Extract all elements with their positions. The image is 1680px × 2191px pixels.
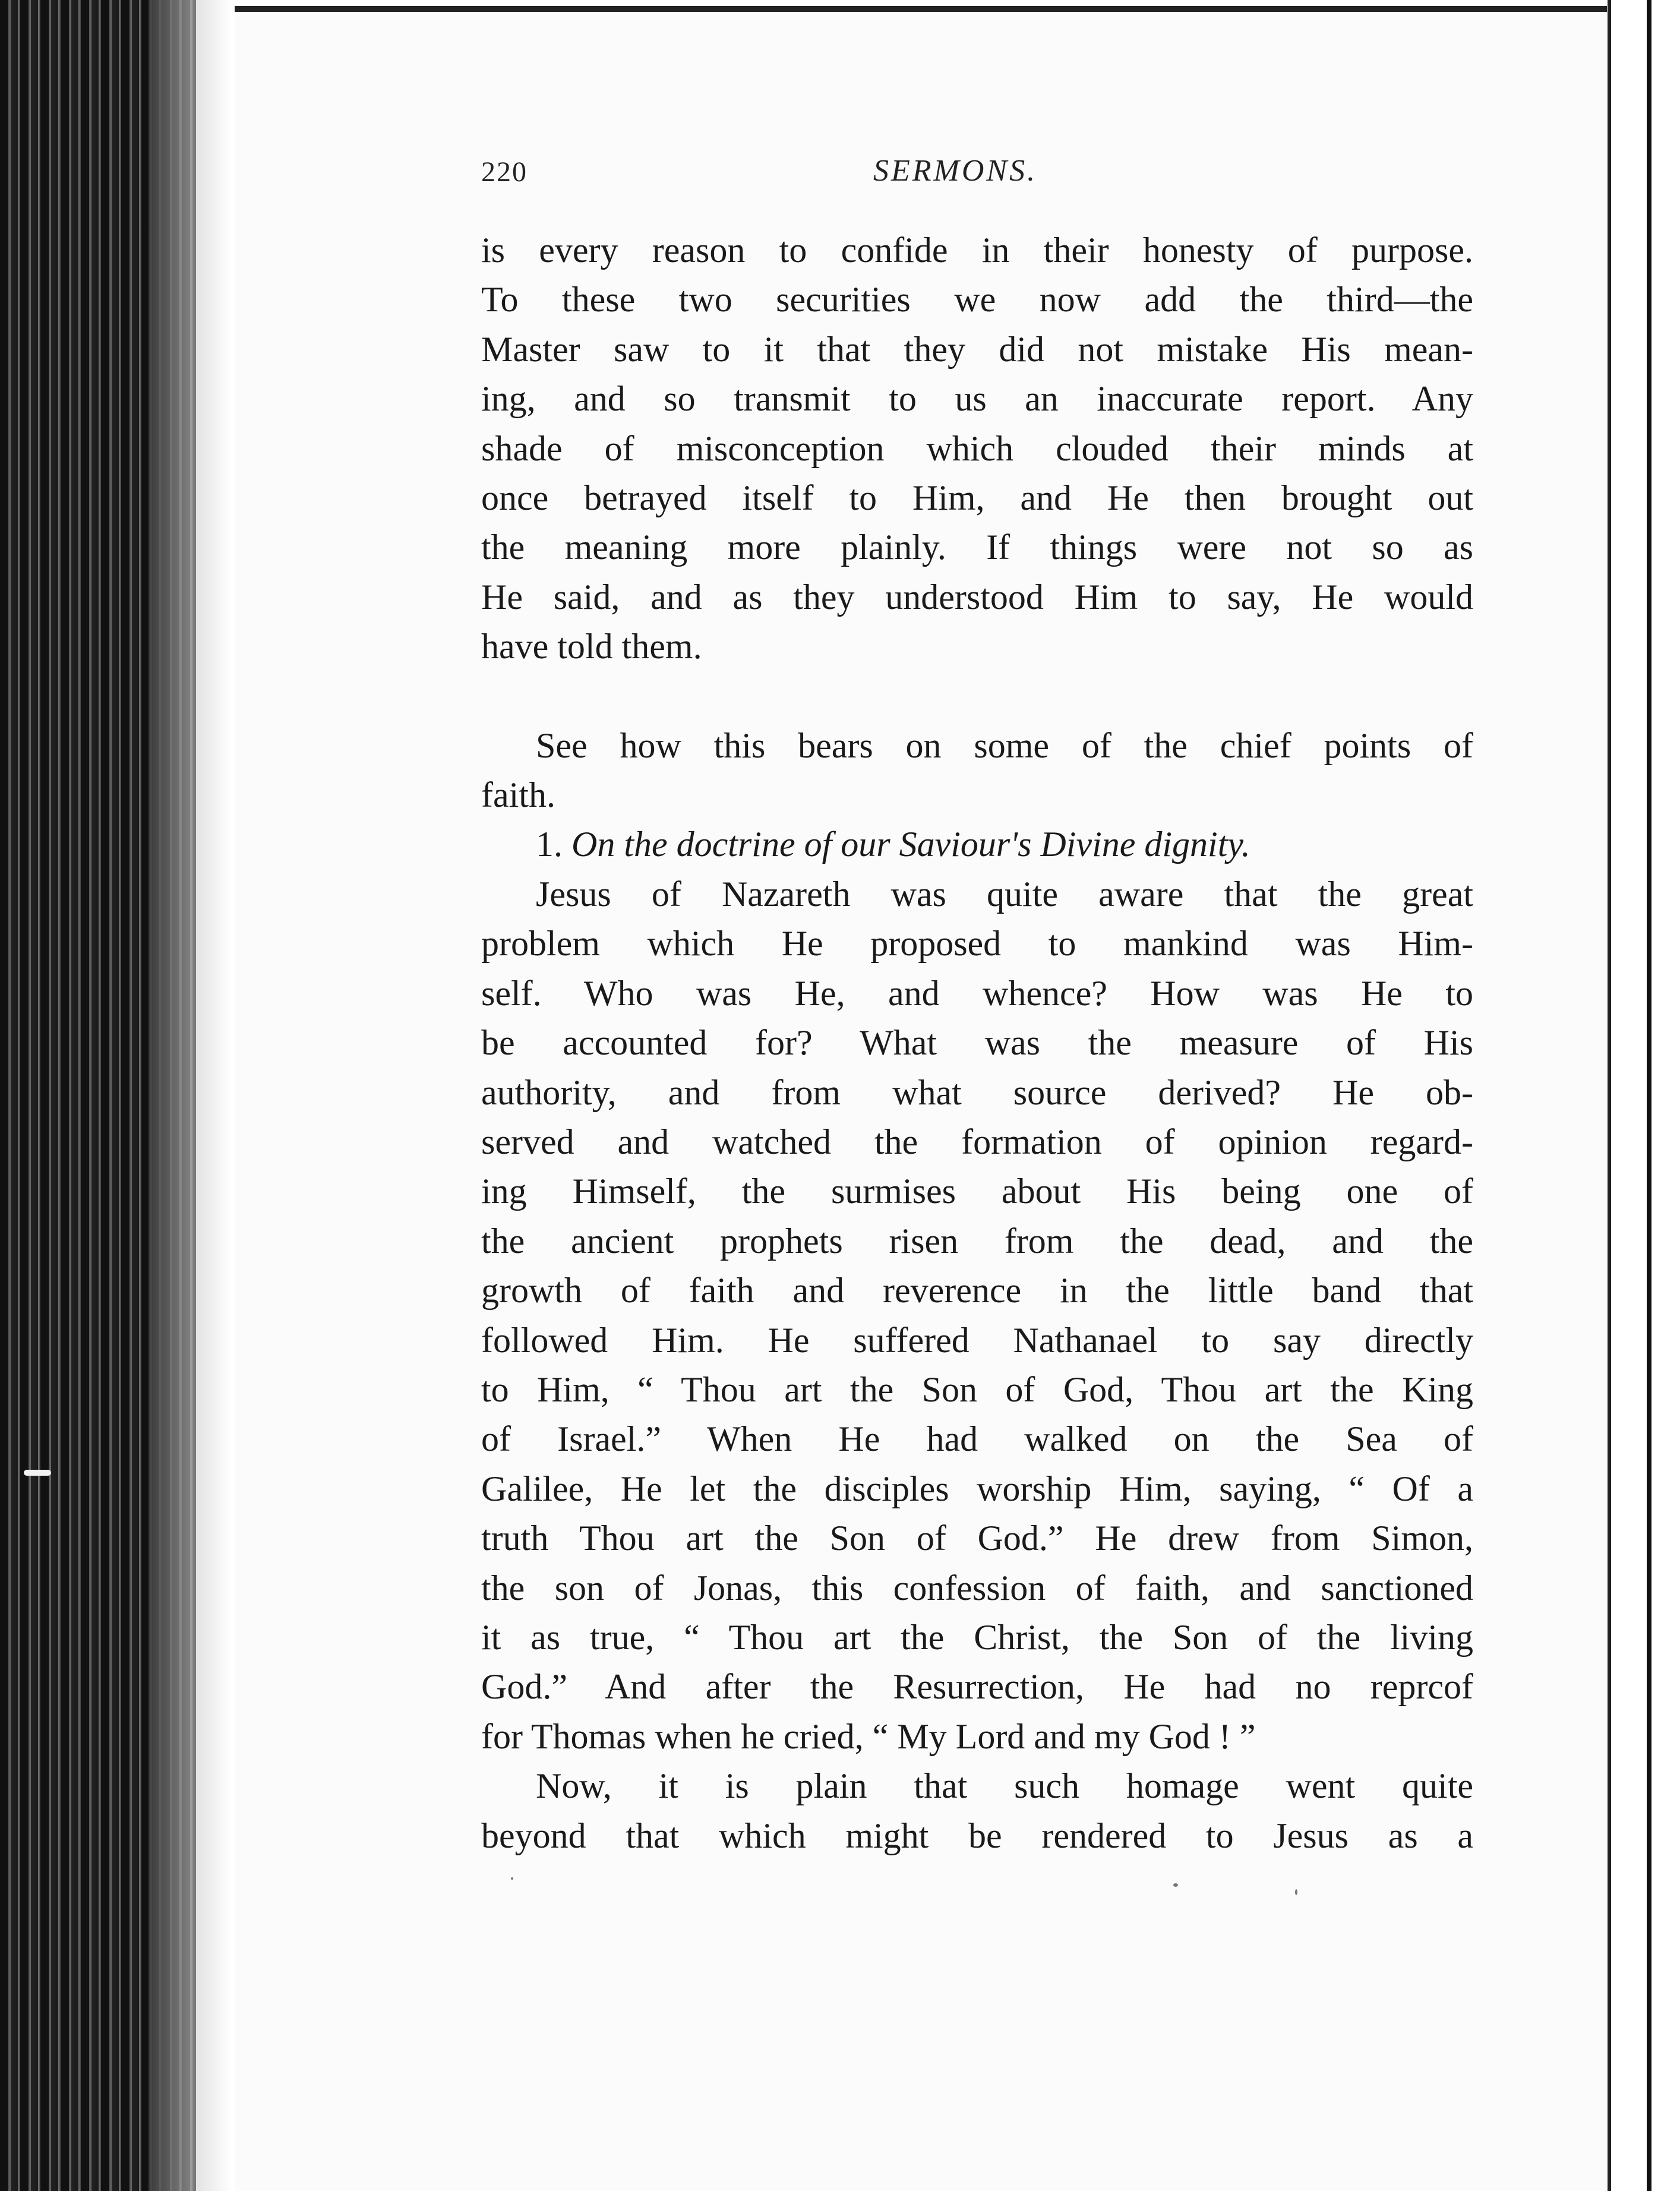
text-line: truth Thou art the Son of God.” He drew from Simon,	[481, 1518, 1473, 1558]
text-line: shade of misconception which clouded their minds at	[481, 428, 1473, 468]
top-page-edge	[235, 6, 1607, 12]
text-line: ing, and so transmit to us an inaccurate report. Any	[481, 379, 1473, 419]
text-line: God.” And after the Resurrection, He had no reprcof	[481, 1667, 1473, 1707]
right-page-edge	[1608, 0, 1680, 2191]
text-line: See how this bears on some of the chief points of	[536, 725, 1473, 765]
text-line: problem which He proposed to mankind was Him-	[481, 924, 1473, 964]
text-line: Galilee, He let the disciples worship Him, saying, “ Of a	[481, 1469, 1473, 1508]
section-number: 1.	[536, 825, 563, 864]
text-line: self. Who was He, and whence? How was He to	[481, 973, 1473, 1013]
text-line: authority, and from what source derived? He ob-	[481, 1072, 1473, 1112]
text-line: the son of Jonas, this confession of faith, and sanctioned	[481, 1568, 1473, 1608]
section-heading	[481, 820, 1473, 869]
right-page-edge-line	[1647, 0, 1651, 2191]
section-title: On the doctrine of our Saviour's Divine dignity.	[571, 825, 1250, 864]
running-head	[481, 156, 1461, 197]
text-line: followed Him. He suffered Nathanael to say directly	[481, 1320, 1473, 1360]
paragraph-4	[481, 1761, 1473, 1861]
text-line: the ancient prophets risen from the dead, and the	[481, 1221, 1473, 1261]
text-line: served and watched the formation of opinion regard-	[481, 1122, 1473, 1161]
text-line: ing Himself, the surmises about His being one of	[481, 1172, 1473, 1211]
paragraph-gap	[481, 672, 1473, 721]
text-line: He said, and as they understood Him to say, He would	[481, 577, 1473, 617]
paragraph-3	[481, 870, 1473, 1761]
book-edge	[0, 0, 196, 2191]
text-line: to Him, “ Thou art the Son of God, Thou art the King	[481, 1369, 1473, 1409]
text-line: Master saw to it that they did not mistake His mean-	[481, 329, 1473, 369]
paragraph-1	[481, 226, 1473, 672]
edge-mark	[24, 1470, 51, 1476]
section-heading-line	[481, 820, 1473, 869]
text-line: the meaning more plainly. If things were not so as	[481, 528, 1473, 567]
text-line: of Israel.” When He had walked on the Sea of	[481, 1419, 1473, 1459]
text-line: growth of faith and reverence in the little band that	[481, 1271, 1473, 1311]
text-line: Jesus of Nazareth was quite aware that the great	[536, 874, 1473, 914]
speck	[1295, 1889, 1297, 1895]
text-line: faith.	[481, 775, 555, 815]
page-number: 220	[481, 156, 528, 188]
text-line: Now, it is plain that such homage went quite	[536, 1766, 1473, 1806]
text-line: for Thomas when he cried, “ My Lord and my God ! ”	[481, 1716, 1256, 1756]
paragraph-2	[481, 721, 1473, 820]
text-line: have told them.	[481, 627, 702, 667]
book-edge-shadow	[149, 0, 232, 2191]
text-line: once betrayed itself to Him, and He then brought out	[481, 478, 1473, 518]
speck	[1173, 1883, 1178, 1887]
text-line: is every reason to confide in their honesty of purpose.	[481, 231, 1473, 270]
text-line: be accounted for? What was the measure of His	[481, 1023, 1473, 1063]
text-line: it as true, “ Thou art the Christ, the Son of the living	[481, 1617, 1473, 1657]
speck	[511, 1877, 513, 1880]
text-line: To these two securities we now add the third—the	[481, 280, 1473, 320]
text-line: beyond that which might be rendered to Jesus as a	[481, 1816, 1473, 1855]
running-title: SERMONS.	[873, 154, 1038, 188]
body-text	[481, 226, 1473, 1861]
